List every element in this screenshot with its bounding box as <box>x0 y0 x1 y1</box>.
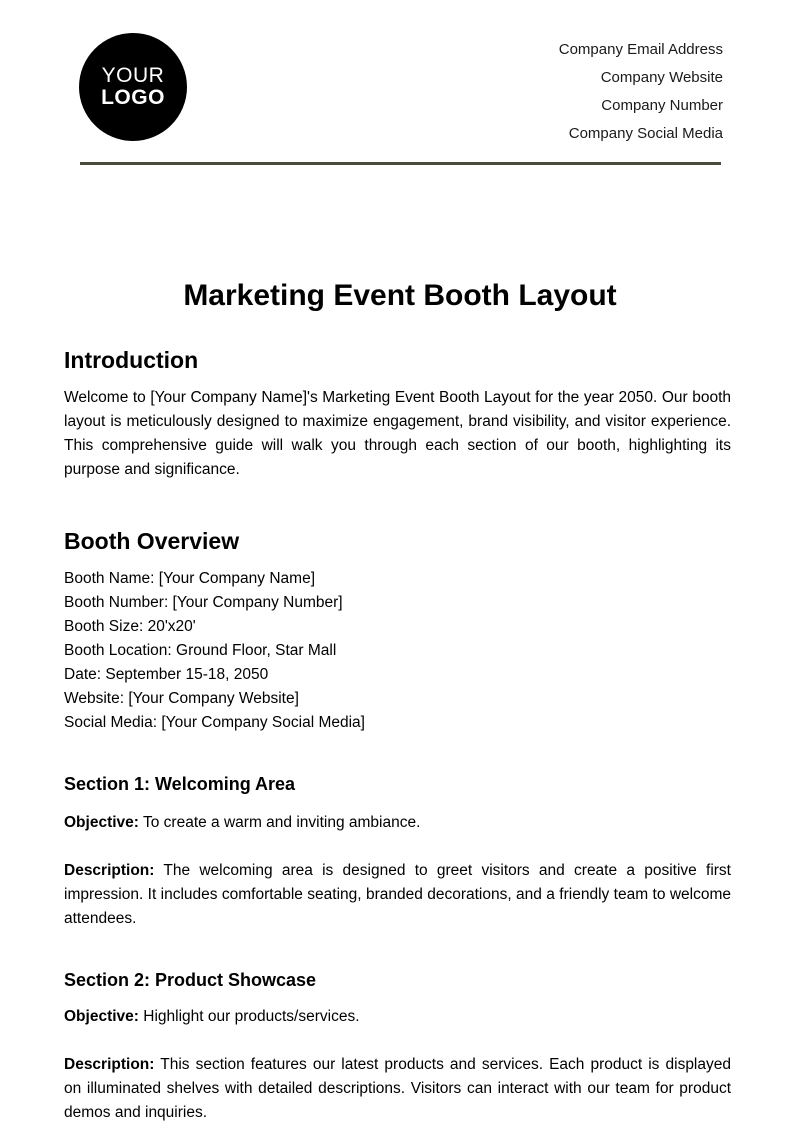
logo-line-1: YOUR <box>101 64 165 87</box>
logo-line-2: LOGO <box>101 86 165 109</box>
booth-date: Date: September 15-18, 2050 <box>64 666 269 683</box>
objective-text: To create a warm and inviting ambiance. <box>142 814 421 831</box>
company-contact-block <box>559 36 723 148</box>
company-social-media: Company Social Media <box>568 125 723 142</box>
company-number: Company Number <box>601 97 723 114</box>
objective-label: Objective: <box>64 1008 139 1025</box>
section-2-description <box>64 1053 731 1125</box>
company-logo <box>79 33 187 141</box>
booth-overview-heading: Booth Overview <box>64 528 240 554</box>
section-2-heading: Section 2: Product Showcase <box>64 970 317 990</box>
header-divider <box>80 162 721 165</box>
company-website: Company Website <box>600 69 723 86</box>
booth-name: Booth Name: [Your Company Name] <box>64 570 315 587</box>
introduction-text: Welcome to [Your Company Name]'s Marketing Event Booth Layout for the year 2050. Our booth layout is meticulously designed to maximize engagement, brand visibility, and visitor experience. This comprehensive guide will walk you through each section of our booth, highlighting its purpose and significance. <box>64 389 731 478</box>
description-label: Description: <box>64 862 155 879</box>
document-title: Marketing Event Booth Layout <box>183 279 617 312</box>
description-text: This section features our latest products and services. Each product is displayed on illuminated shelves with detailed descriptions. Visitors can interact with our team for product demos and inquiries. <box>64 1056 731 1121</box>
booth-number: Booth Number: [Your Company Number] <box>64 594 343 611</box>
company-email: Company Email Address <box>558 41 723 58</box>
booth-location: Booth Location: Ground Floor, Star Mall <box>64 642 337 659</box>
section-2-objective <box>64 1005 731 1029</box>
description-label: Description: <box>64 1056 155 1073</box>
document-body <box>64 344 731 1125</box>
section-1-heading: Section 1: Welcoming Area <box>64 774 296 794</box>
booth-overview-list <box>64 567 731 735</box>
objective-text: Highlight our products/services. <box>143 1008 360 1025</box>
booth-website: Website: [Your Company Website] <box>64 690 299 707</box>
section-1-objective <box>64 811 731 835</box>
description-text: The welcoming area is designed to greet visitors and create a positive first impression. It includes comfortable seating, branded decorations, and a friendly team to welcome attendees. <box>64 862 731 927</box>
objective-label: Objective: <box>64 814 139 831</box>
introduction-heading: Introduction <box>64 347 199 373</box>
booth-social-media: Social Media: [Your Company Social Media] <box>64 714 365 731</box>
booth-size: Booth Size: 20'x20' <box>64 618 196 635</box>
section-1-description <box>64 859 731 931</box>
